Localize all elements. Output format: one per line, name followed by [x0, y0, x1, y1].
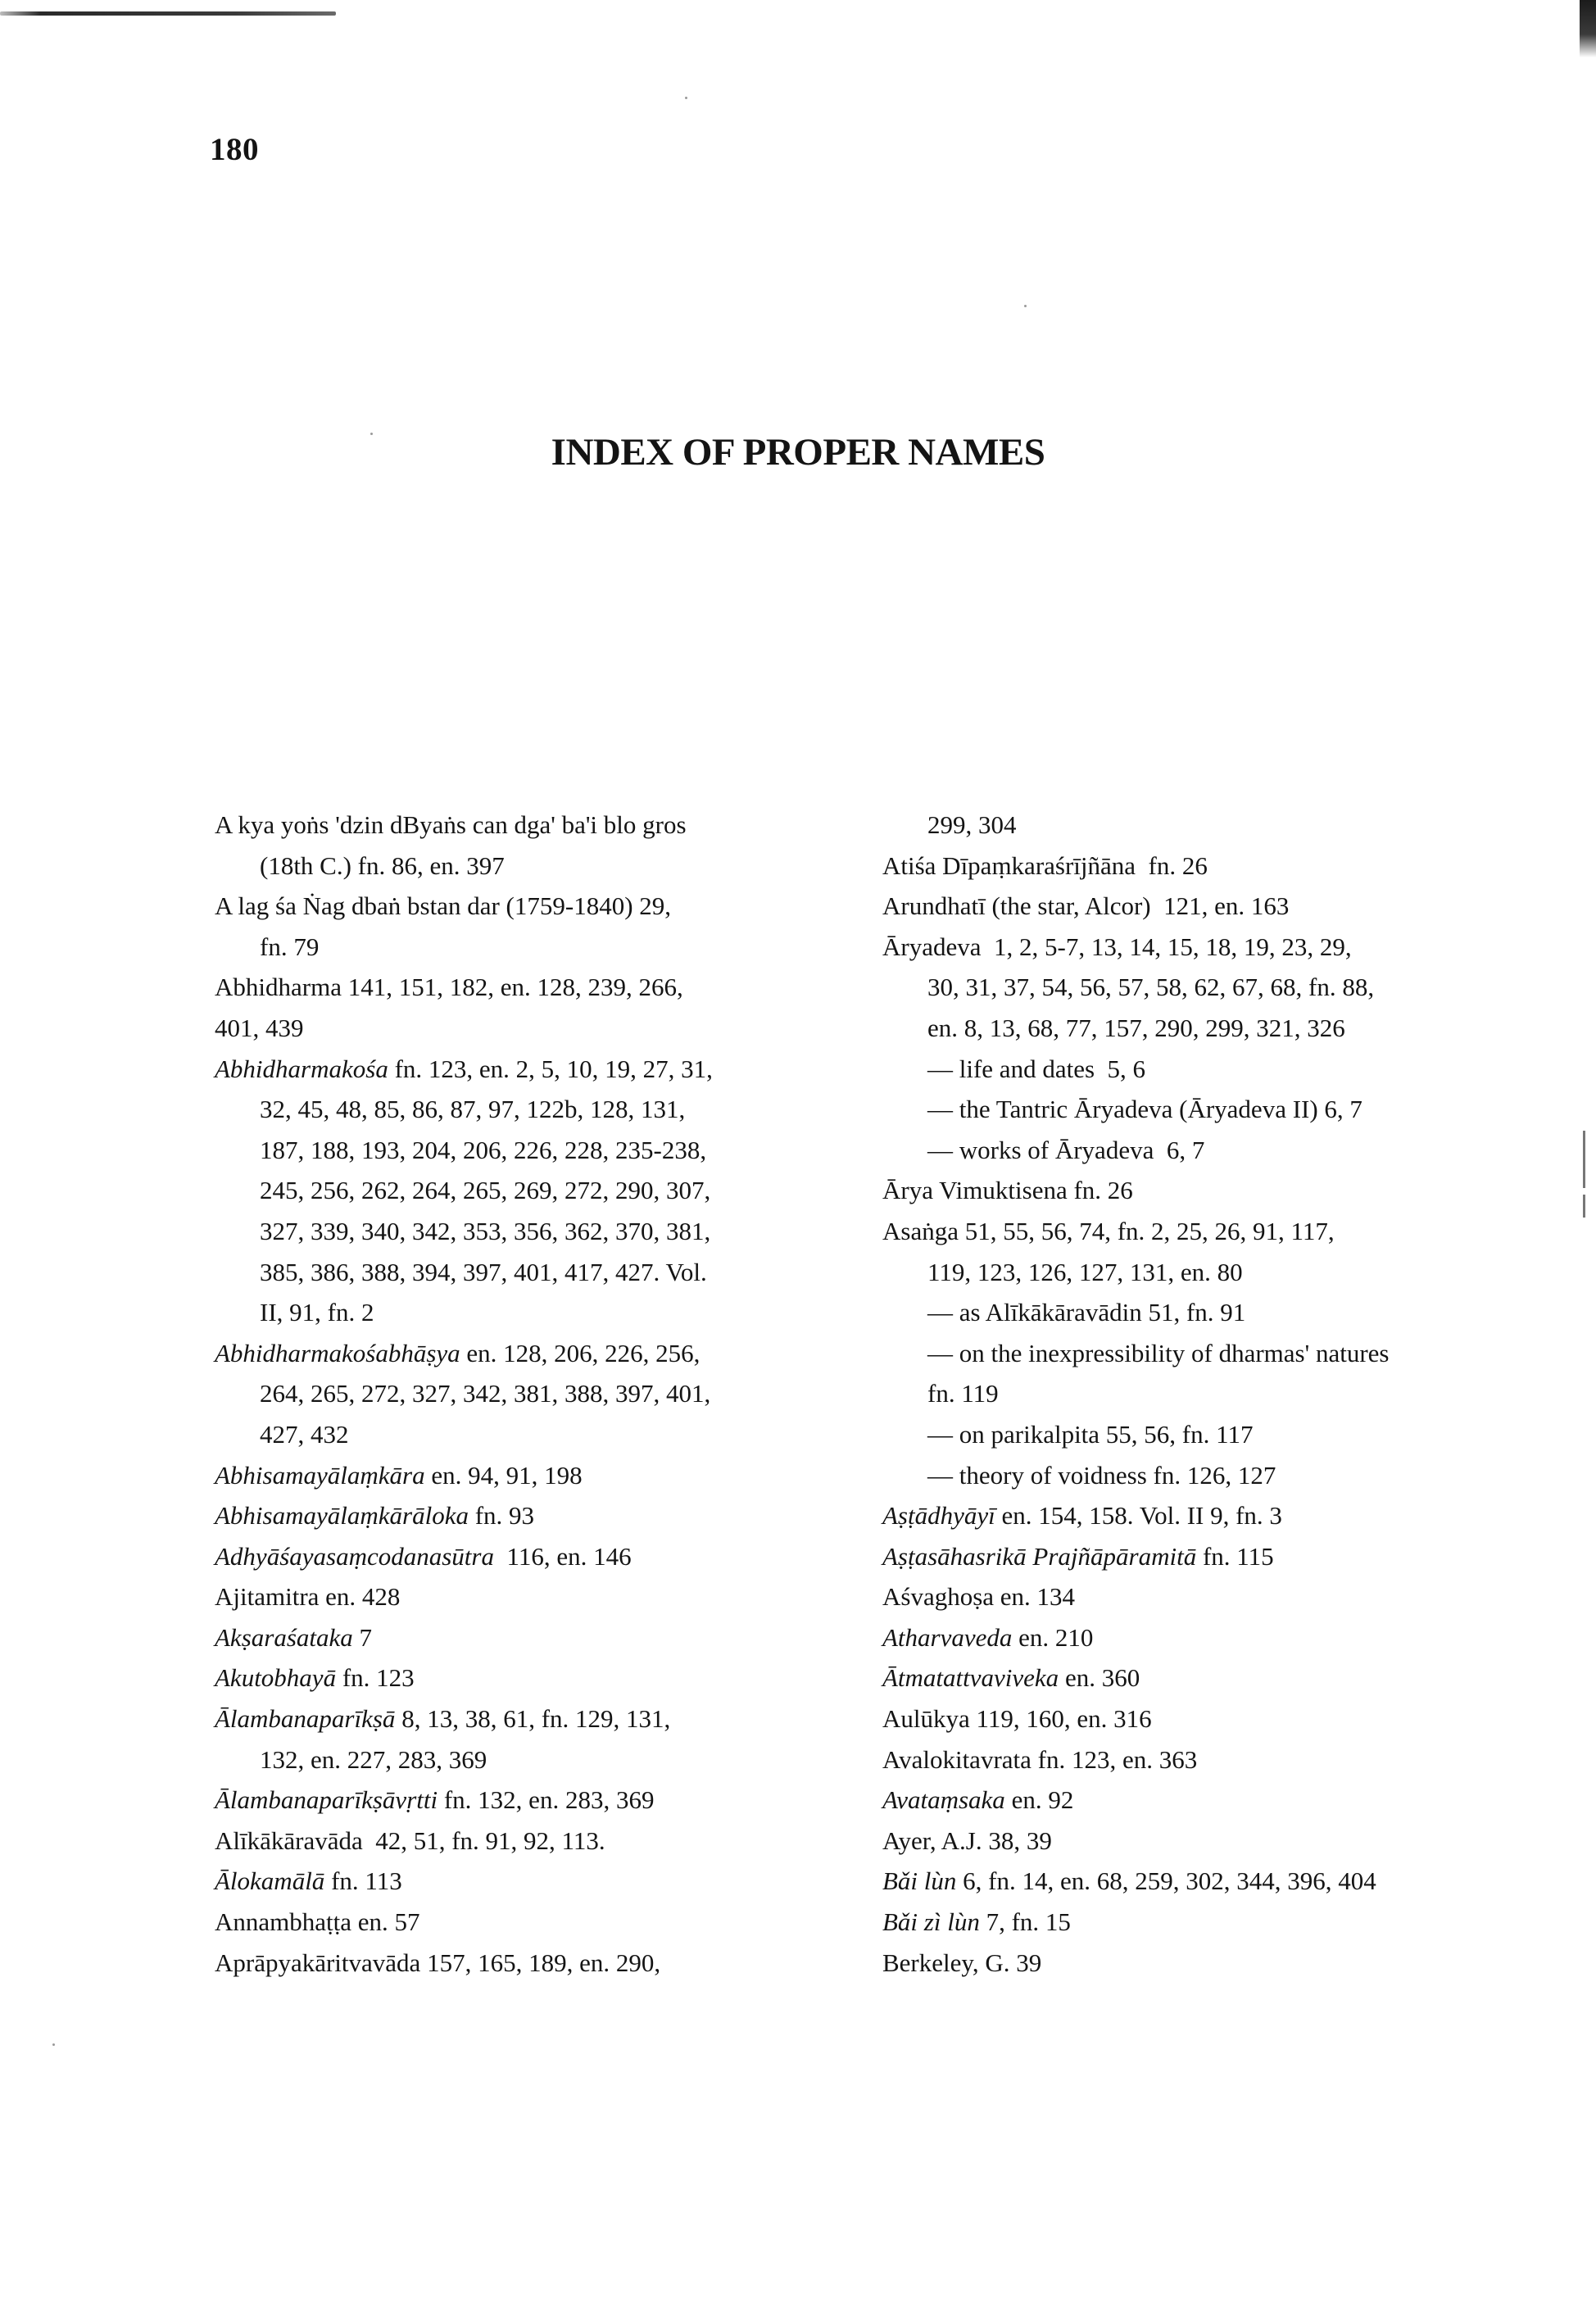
index-entry-locators: 7	[352, 1622, 373, 1652]
index-entry-heading: Ālambanaparīkṣā	[215, 1704, 396, 1734]
index-entry	[882, 846, 1480, 887]
index-entry-locators: — the Tantric Āryadeva (Āryadeva II) 6, 7	[927, 1095, 1362, 1124]
index-entry-heading: Adhyāśayasaṃcodanasūtra	[215, 1541, 494, 1571]
index-entry	[215, 1008, 805, 1049]
index-entry-locators: 401, 439	[215, 1013, 304, 1042]
index-entry	[882, 886, 1480, 927]
index-entry-heading: Akṣaraśataka	[215, 1622, 353, 1652]
index-entry-locators: en. 94, 91, 198	[424, 1460, 583, 1490]
index-entry-locators: fn. 123	[336, 1663, 415, 1693]
index-entry-locators: en. 128, 206, 226, 256,	[460, 1338, 701, 1367]
index-entry-heading: Avataṃsaka	[882, 1785, 1005, 1815]
index-entry-heading: Abhidharmakośa	[215, 1054, 388, 1083]
index-entry	[882, 1414, 1480, 1455]
index-entry-locators: 141, 151, 182, en. 128, 239, 266,	[341, 973, 683, 1002]
index-entry-heading: Abhisamayālaṃkāra	[215, 1460, 425, 1490]
index-entry	[882, 1373, 1480, 1414]
index-entry-locators: 427, 432	[260, 1419, 349, 1449]
index-entry-locators: (18th C.) fn. 86, en. 397	[260, 850, 505, 880]
index-entry-locators: 32, 45, 48, 85, 86, 87, 97, 122b, 128, 131,	[260, 1095, 686, 1124]
index-entry-heading: Alīkākāravāda	[215, 1825, 363, 1855]
index-entry	[215, 1292, 805, 1333]
index-entry-locators: en. 210	[1012, 1622, 1094, 1652]
index-entry-heading: Akutobhayā	[215, 1663, 337, 1693]
index-entry	[882, 967, 1480, 1008]
index-entry	[882, 1576, 1480, 1617]
index-entry	[882, 1821, 1480, 1862]
index-entry-locators: 51, 55, 56, 74, fn. 2, 25, 26, 91, 117,	[958, 1216, 1335, 1245]
index-entry-locators: — as Alīkākāravādin 51, fn. 91	[927, 1298, 1246, 1327]
index-entry-heading: Abhisamayālaṃkārāloka	[215, 1501, 469, 1531]
index-entry-locators: 327, 339, 340, 342, 353, 356, 362, 370, 381,	[260, 1216, 711, 1245]
index-entry-locators: en. 134	[994, 1582, 1076, 1612]
index-entry	[882, 1658, 1480, 1698]
index-entry-heading: Aṣṭasāhasrikā Prajñāpāramitā	[882, 1541, 1197, 1571]
index-entry-locators: 157, 165, 189, en. 290,	[420, 1948, 661, 1977]
index-entry-heading: Ālambanaparīkṣāvṛtti	[215, 1785, 438, 1815]
index-entry-locators: 187, 188, 193, 204, 206, 226, 228, 235-238,	[260, 1135, 707, 1164]
margin-mark	[1583, 1195, 1585, 1218]
index-entry-heading: Ārya Vimuktisena	[882, 1176, 1068, 1205]
index-entry	[215, 1739, 805, 1780]
scan-corner-shadow	[1580, 0, 1596, 57]
index-entry-heading: A kya yoṅs 'dzin dByaṅs can dga' ba'i blo gros	[215, 810, 687, 839]
index-entry	[215, 1333, 805, 1374]
index-entry-locators: — life and dates 5, 6	[927, 1054, 1146, 1083]
index-entry	[215, 1576, 805, 1617]
index-entry-locators: fn. 119	[927, 1379, 999, 1408]
index-entry-locators: — theory of voidness fn. 126, 127	[927, 1460, 1276, 1490]
index-entry-locators: 42, 51, fn. 91, 92, 113.	[362, 1825, 605, 1855]
index-entry	[215, 1455, 805, 1496]
index-entry-locators: — works of Āryadeva 6, 7	[927, 1135, 1205, 1164]
index-entry	[215, 1495, 805, 1536]
index-entry-locators: fn. 123, en. 363	[1031, 1744, 1198, 1774]
index-entry-heading: Aprāpyakāritvavāda	[215, 1948, 421, 1977]
index-entry	[882, 1333, 1480, 1374]
index-entry-locators: fn. 79	[260, 932, 320, 961]
index-entry-locators: en. 360	[1059, 1663, 1140, 1693]
index-entry	[882, 1049, 1480, 1090]
index-entry-locators: en. 428	[319, 1582, 401, 1612]
index-entry-heading: Ajitamitra	[215, 1582, 320, 1612]
index-entry	[215, 1211, 805, 1252]
index-entry	[215, 846, 805, 887]
index-entry-locators: 39	[1009, 1948, 1042, 1977]
index-entry	[882, 927, 1480, 968]
index-entry	[215, 1373, 805, 1414]
index-entry	[215, 1170, 805, 1211]
index-entry-locators: en. 92	[1004, 1785, 1074, 1815]
index-entry-heading: Ātmatattvaviveka	[882, 1663, 1059, 1693]
index-entry-locators: 38, 39	[982, 1825, 1052, 1855]
index-entry-locators: fn. 115	[1196, 1541, 1274, 1571]
index-entry-locators: II, 91, fn. 2	[260, 1298, 374, 1327]
index-entry-locators: 299, 304	[927, 810, 1017, 839]
scan-edge-mark	[0, 11, 336, 16]
index-entry	[215, 967, 805, 1008]
index-entry-heading: Bǎi zì lùn	[882, 1907, 980, 1937]
index-entry	[215, 927, 805, 968]
index-entry	[882, 1089, 1480, 1130]
scan-speck	[685, 97, 687, 99]
index-entry	[882, 1617, 1480, 1658]
index-entry-heading: Aṣṭādhyāyī	[882, 1501, 995, 1531]
index-entry-locators: fn. 93	[468, 1501, 535, 1531]
index-entry	[215, 1902, 805, 1943]
index-entry-heading: Abhidharma	[215, 973, 342, 1002]
index-entry-heading: Arundhatī (the star, Alcor)	[882, 891, 1151, 921]
index-entry-locators: en. 8, 13, 68, 77, 157, 290, 299, 321, 326	[927, 1013, 1345, 1042]
index-entry-locators: 121, en. 163	[1150, 891, 1290, 921]
index-entry-heading: Aulūkya	[882, 1704, 970, 1734]
index-entry	[215, 1780, 805, 1821]
index-entry	[882, 805, 1480, 846]
index-entry	[882, 1902, 1480, 1943]
margin-mark	[1583, 1131, 1585, 1188]
index-entry	[215, 1861, 805, 1902]
index-entry-heading: Bǎi lùn	[882, 1866, 957, 1896]
index-entry-heading: Asaṅga	[882, 1216, 959, 1245]
index-entry-locators: — on the inexpressibility of dharmas' natures	[927, 1338, 1390, 1367]
index-entry	[215, 1414, 805, 1455]
scan-speck	[52, 2043, 55, 2046]
index-entry-locators: 264, 265, 272, 327, 342, 381, 388, 397, 401,	[260, 1379, 711, 1408]
index-entry-locators: 132, en. 227, 283, 369	[260, 1744, 487, 1774]
index-entry-locators: 6, fn. 14, en. 68, 259, 302, 344, 396, 404	[956, 1866, 1376, 1896]
index-entry-locators: 119, 123, 126, 127, 131, en. 80	[927, 1257, 1243, 1286]
page-title: INDEX OF PROPER NAMES	[551, 431, 1045, 474]
index-entry	[882, 1861, 1480, 1902]
index-entry-heading: Aśvaghoṣa	[882, 1582, 995, 1612]
index-entry	[215, 1049, 805, 1090]
index-entry	[882, 1130, 1480, 1171]
index-entry-locators: en. 154, 158. Vol. II 9, fn. 3	[995, 1501, 1282, 1531]
index-entry	[882, 1739, 1480, 1780]
index-entry	[215, 805, 805, 846]
index-entry	[882, 1536, 1480, 1577]
index-entry	[215, 1658, 805, 1698]
scan-speck	[1024, 305, 1027, 307]
index-entry	[215, 1536, 805, 1577]
page-number: 180	[210, 132, 259, 167]
index-entry-locators: fn. 123, en. 2, 5, 10, 19, 27, 31,	[388, 1054, 713, 1083]
index-entry	[882, 1780, 1480, 1821]
index-entry-heading: Atiśa Dīpaṃkaraśrījñāna	[882, 850, 1136, 880]
index-entry-locators: en. 57	[351, 1907, 420, 1937]
index-entry-heading: Āryadeva	[882, 932, 982, 961]
index-entry-locators: 385, 386, 388, 394, 397, 401, 417, 427. Vol.	[260, 1257, 707, 1286]
index-entry	[215, 1698, 805, 1739]
index-entry	[882, 1170, 1480, 1211]
index-entry	[215, 1617, 805, 1658]
index-entry	[215, 886, 805, 927]
index-entry	[882, 1698, 1480, 1739]
index-entry-locators: 8, 13, 38, 61, fn. 129, 131,	[395, 1704, 671, 1734]
index-entry	[882, 1495, 1480, 1536]
index-entry-locators: 7, fn. 15	[979, 1907, 1071, 1937]
index-entry	[882, 1252, 1480, 1293]
index-entry-heading: Avalokitavrata	[882, 1744, 1032, 1774]
index-entry-locators: 1, 2, 5-7, 13, 14, 15, 18, 19, 23, 29,	[981, 932, 1352, 961]
index-entry-heading: Berkeley, G.	[882, 1948, 1010, 1977]
index-entry-heading: A lag śa Ṅag dbaṅ bstan dar (1759-1840) 29,	[215, 891, 672, 921]
index-entry-locators: fn. 26	[1067, 1176, 1133, 1205]
index-entry-heading: Annambhaṭṭa	[215, 1907, 352, 1937]
index-entry	[215, 1089, 805, 1130]
index-entry-locators: 116, en. 146	[493, 1541, 632, 1571]
index-entry	[882, 1943, 1480, 1984]
index-entry-heading: Ayer, A.J.	[882, 1825, 982, 1855]
index-entry	[215, 1821, 805, 1862]
index-entry	[215, 1943, 805, 1984]
index-entry-heading: Abhidharmakośabhāṣya	[215, 1338, 460, 1367]
index-column-left	[215, 805, 805, 1983]
index-entry	[882, 1211, 1480, 1252]
scan-speck	[370, 433, 373, 435]
index-entry-locators: fn. 113	[324, 1866, 402, 1896]
index-entry-heading: Atharvaveda	[882, 1622, 1013, 1652]
index-entry	[215, 1252, 805, 1293]
index-entry-locators: fn. 26	[1136, 850, 1208, 880]
index-entry-locators: 119, 160, en. 316	[969, 1704, 1152, 1734]
index-entry-locators: 245, 256, 262, 264, 265, 269, 272, 290, 307,	[260, 1176, 711, 1205]
index-entry	[882, 1455, 1480, 1496]
index-entry-locators: — on parikalpita 55, 56, fn. 117	[927, 1419, 1254, 1449]
index-column-right	[882, 805, 1480, 1983]
index-entry	[215, 1130, 805, 1171]
index-entry-locators: 30, 31, 37, 54, 56, 57, 58, 62, 67, 68, fn. 88,	[927, 973, 1375, 1002]
index-entry-locators: fn. 132, en. 283, 369	[438, 1785, 655, 1815]
index-entry	[882, 1008, 1480, 1049]
index-entry-heading: Ālokamālā	[215, 1866, 325, 1896]
index-entry	[882, 1292, 1480, 1333]
